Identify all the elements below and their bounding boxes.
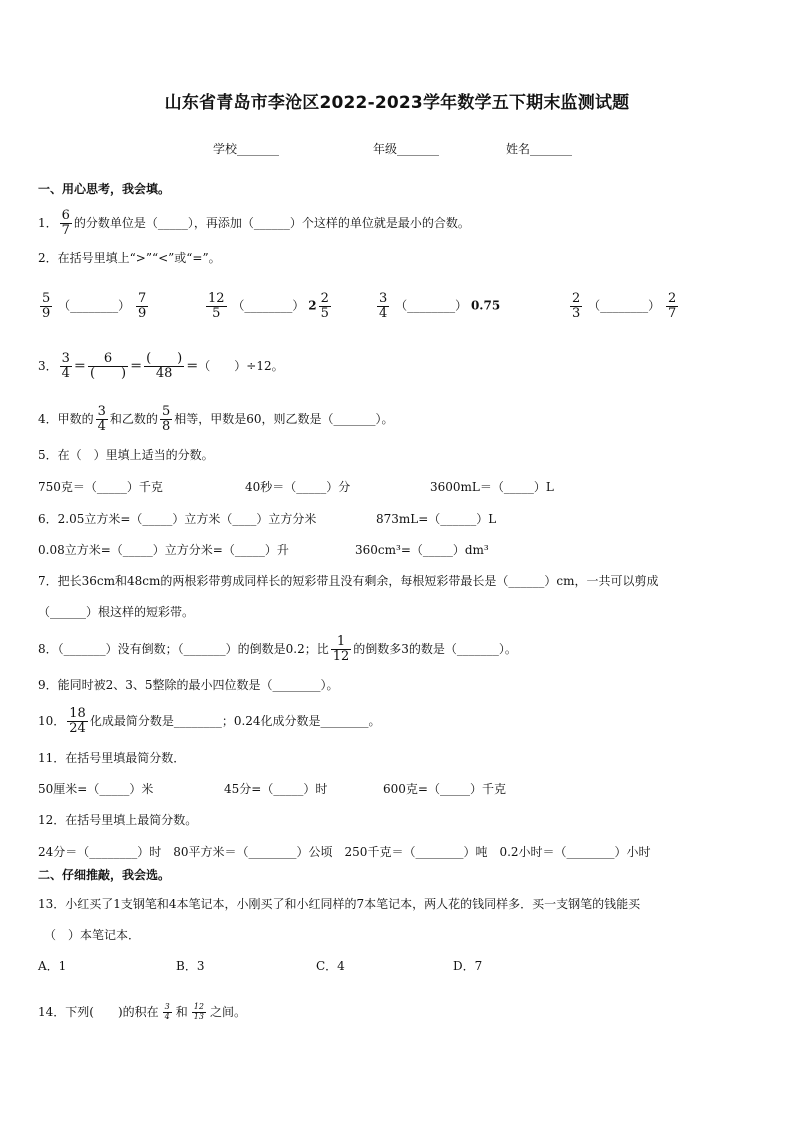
answer-fraction[interactable]: $\frac{6}{( )}$ bbox=[89, 350, 127, 381]
answer-blank[interactable]: （________） bbox=[588, 298, 661, 313]
question-2: 2．在括号里填上“>”“<”或“=”。 bbox=[38, 251, 221, 265]
question-12-blanks[interactable]: 24分＝（________）时 80平方米＝（________）公顷 250千克＝（________）吨 0.2小时＝（________）小时 bbox=[38, 845, 651, 859]
question-13-line-1: 13．小红买了1支钢笔和4本笔记本，小刚买了和小红同样的7本笔记本，两人花的钱同样多．买一支钢笔的钱能买 bbox=[38, 897, 641, 911]
question-12: 12．在括号里填上最简分数。 bbox=[38, 813, 198, 827]
question-7-line-2: （______）根这样的短彩带。 bbox=[38, 605, 195, 619]
fraction-6-7: $\frac{6}{7}$ bbox=[61, 207, 70, 238]
question-10: 10． $\frac{18}{24}$ 化成最简分数是________；0.24化成分数是________。 bbox=[38, 705, 381, 736]
section-2-heading: 二、仔细推敲，我会选。 bbox=[38, 868, 171, 882]
question-6-line-2b[interactable]: 360cm³=（_____）dm³ bbox=[355, 543, 489, 557]
option-c[interactable]: C．4 bbox=[316, 959, 345, 973]
question-13-line-2: （ ）本笔记本． bbox=[44, 928, 141, 942]
answer-blank[interactable]: （________） bbox=[395, 298, 468, 313]
comparison-item: $\frac{5}{9}$ （________） $\frac{7}{9}$ bbox=[42, 291, 147, 321]
question-number: 1． bbox=[38, 216, 58, 230]
option-d[interactable]: D．7 bbox=[453, 959, 483, 973]
answer-blank[interactable]: 40秒＝（_____）分 bbox=[245, 480, 351, 494]
question-1 bbox=[38, 205, 470, 241]
comparison-item: $\frac{12}{5}$ （________） 2 $\frac{2}{5}$ bbox=[208, 291, 329, 321]
answer-blank[interactable]: 750克＝（_____）千克 bbox=[38, 480, 163, 494]
question-6-line-2[interactable]: 0.08立方米=（_____）立方分米=（_____）升 bbox=[38, 543, 289, 557]
question-6-line-1b[interactable]: 873mL=（______）L bbox=[376, 512, 497, 526]
question-7-line-1: 7．把长36cm和48cm的两根彩带剪成同样长的短彩带且没有剩余，每根短彩带最长是（______）cm，一共可以剪成 bbox=[38, 574, 659, 588]
answer-blank[interactable]: 45分=（_____）时 bbox=[224, 782, 328, 796]
option-a[interactable]: A．1 bbox=[38, 959, 67, 973]
comparison-item: $\frac{3}{4}$ （________） 0.75 bbox=[379, 291, 501, 321]
comparison-row bbox=[38, 292, 758, 322]
comparison-item: $\frac{2}{3}$ （________） $\frac{2}{7}$ bbox=[572, 291, 677, 321]
question-8: 8．（_______）没有倒数；（_______）的倒数是0.2；比 $\frac{1}{12}$ 的倒数多3的数是（_______）。 bbox=[38, 633, 517, 664]
answer-blank[interactable]: （________） bbox=[232, 298, 305, 313]
question-6-line-1[interactable]: 6．2.05立方米=（_____）立方米（____）立方分米 bbox=[38, 512, 317, 526]
question-text: 的分数单位是（_____），再添加（______）个这样的单位就是最小的合数。 bbox=[73, 216, 470, 230]
question-3: 3． $\frac{3}{4}$ ＝ $\frac{6}{( )}$ ＝ $\frac{( )}{48}$ ＝ （ ）÷12。 bbox=[38, 350, 284, 381]
question-14: 14．下列( )的积在 $\frac{3}{4}$ 和 $\frac{12}{13}$ 之间。 bbox=[38, 1002, 246, 1021]
question-11: 11．在括号里填最简分数． bbox=[38, 751, 186, 765]
question-9: 9．能同时被2、3、5整除的最小四位数是（________）。 bbox=[38, 678, 339, 692]
answer-blank[interactable]: 3600mL＝（_____）L bbox=[430, 480, 554, 494]
answer-blank[interactable]: 600克=（_____）千克 bbox=[383, 782, 506, 796]
answer-blank[interactable]: （________） bbox=[58, 298, 131, 313]
section-1-heading: 一、用心思考，我会填。 bbox=[38, 182, 171, 196]
page-title: 山东省青岛市李沧区2022-2023学年数学五下期末监测试题 bbox=[164, 93, 630, 113]
answer-blank[interactable]: 50厘米=（_____）米 bbox=[38, 782, 154, 796]
school-field[interactable]: 学校_______ bbox=[213, 142, 280, 156]
name-field[interactable]: 姓名_______ bbox=[506, 142, 573, 156]
answer-fraction[interactable]: $\frac{( )}{48}$ bbox=[146, 350, 183, 381]
question-5: 5．在（ ）里填上适当的分数。 bbox=[38, 448, 214, 462]
grade-field[interactable]: 年级_______ bbox=[373, 142, 440, 156]
question-4: 4．甲数的 $\frac{3}{4}$ 和乙数的 $\frac{5}{8}$ 相等，甲数是60，则乙数是（_______）。 bbox=[38, 403, 394, 434]
option-b[interactable]: B．3 bbox=[176, 959, 205, 973]
